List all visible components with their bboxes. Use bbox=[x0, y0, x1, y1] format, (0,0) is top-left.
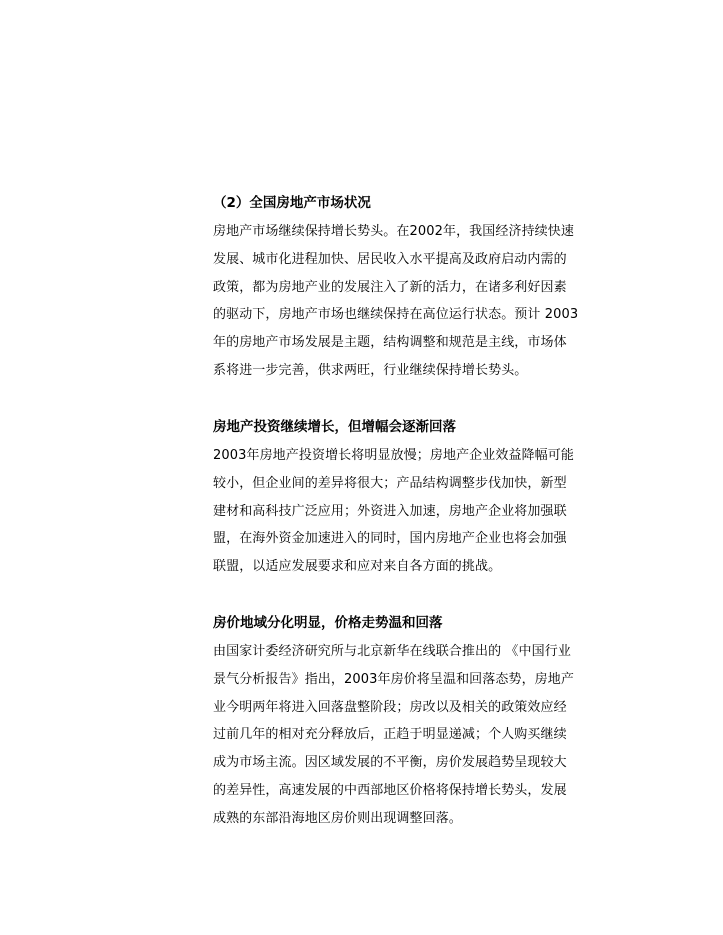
paragraph-line: 2003年房地产投资增长将明显放慢；房地产企业效益降幅可能 bbox=[213, 448, 574, 463]
section-body bbox=[213, 638, 603, 833]
section-national-market bbox=[213, 193, 603, 385]
section-heading: （2）全国房地产市场状况 bbox=[213, 195, 371, 211]
section-body bbox=[213, 442, 603, 581]
paragraph-line: 发展、城市化进程加快、居民收入水平提高及政府启动内需的 bbox=[213, 251, 567, 267]
paragraph-line: 成为市场主流。因区域发展的不平衡，房价发展趋势呈现较大 bbox=[213, 755, 567, 771]
paragraph-line: 景气分析报告》指出，2003年房价将呈温和回落态势，房地产 bbox=[213, 671, 574, 687]
paragraph-line: 联盟，以适应发展要求和应对来自各方面的挑战。 bbox=[213, 559, 502, 575]
paragraph-line: 的差异性，高速发展的中西部地区价格将保持增长势头，发展 bbox=[213, 782, 567, 798]
paragraph-line: 过前几年的相对充分释放后，正趋于明显递减；个人购买继续 bbox=[213, 727, 567, 743]
paragraph-line: 由国家计委经济研究所与北京新华在线联合推出的 《中国行业 bbox=[213, 644, 571, 659]
paragraph-line: 房地产市场继续保持增长势头。在2002年，我国经济持续快速 bbox=[213, 224, 574, 239]
paragraph-line: 系将进一步完善，供求两旺，行业继续保持增长势头。 bbox=[213, 362, 528, 378]
section-heading: 房地产投资继续增长，但增幅会逐渐回落 bbox=[213, 419, 456, 435]
paragraph-line: 业今明两年将进入回落盘整阶段；房改以及相关的政策效应经 bbox=[213, 699, 567, 715]
paragraph-line: 成熟的东部沿海地区房价则出现调整回落。 bbox=[213, 810, 462, 826]
paragraph-line: 的驱动下，房地产市场也继续保持在高位运行状态。预计 2003 bbox=[213, 307, 579, 323]
paragraph-line: 年的房地产市场发展是主题，结构调整和规范是主线，市场体 bbox=[213, 335, 567, 351]
section-body bbox=[213, 218, 603, 385]
paragraph-line: 建材和高科技广泛应用；外资进入加速，房地产企业将加强联 bbox=[213, 503, 567, 519]
paragraph-line: 盟，在海外资金加速进入的同时，国内房地产企业也将会加强 bbox=[213, 531, 567, 547]
section-regional-prices bbox=[213, 613, 603, 833]
section-heading: 房价地域分化明显，价格走势温和回落 bbox=[213, 615, 443, 631]
paragraph-line: 较小，但企业间的差异将很大；产品结构调整步伐加快，新型 bbox=[213, 475, 567, 491]
section-investment-growth bbox=[213, 417, 603, 581]
paragraph-line: 政策，都为房地产业的发展注入了新的活力，在诸多利好因素 bbox=[213, 279, 567, 295]
